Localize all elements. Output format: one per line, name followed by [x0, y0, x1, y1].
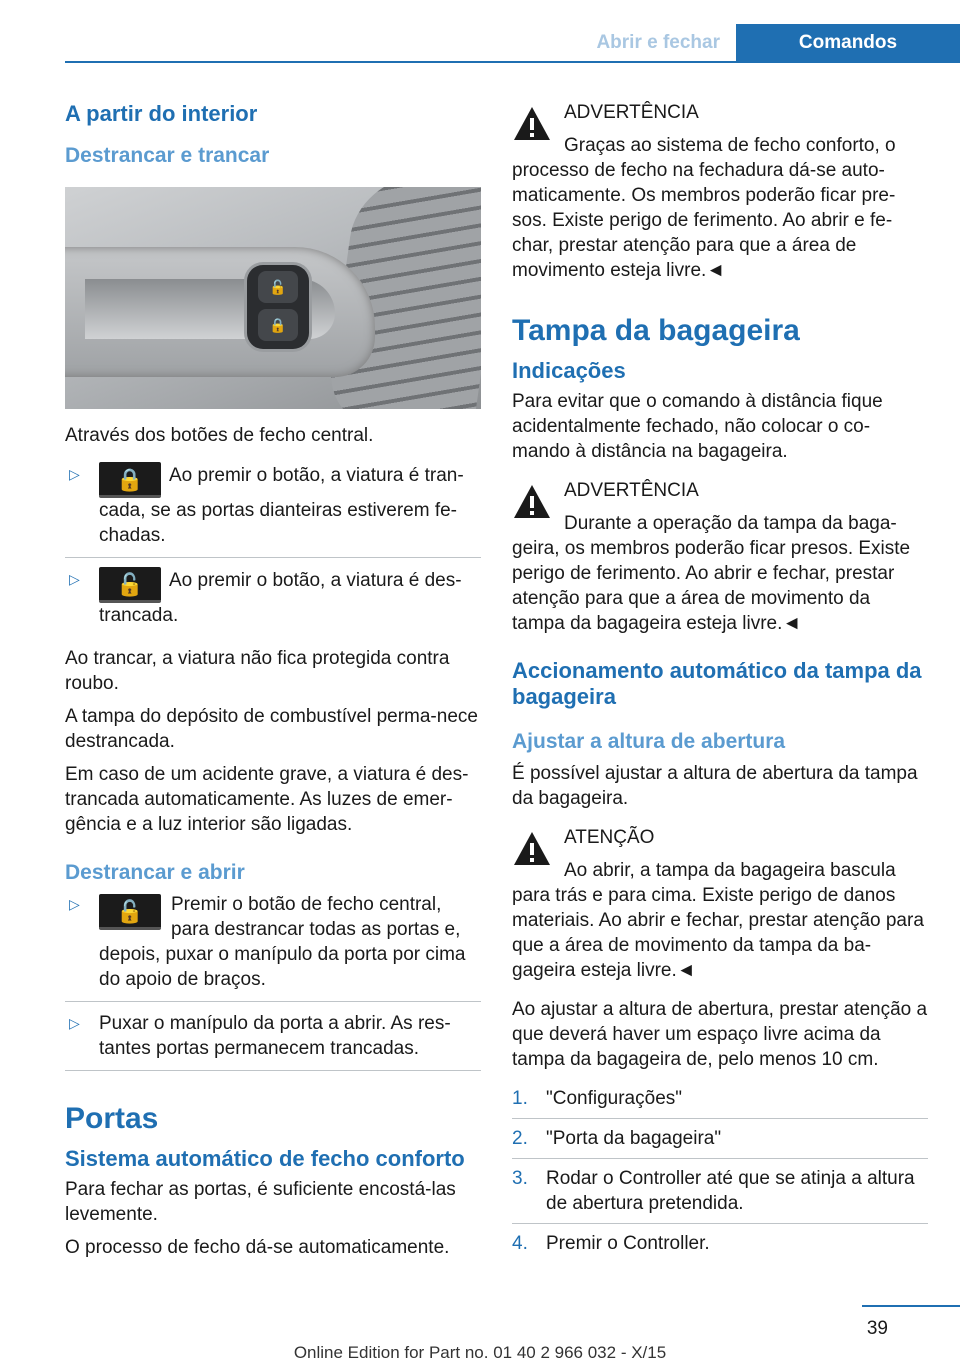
heading-notes: Indicações	[512, 358, 626, 383]
triangle-bullet-icon: ▷	[69, 466, 80, 482]
paragraph-accident: Em caso de um acidente grave, a viatura é des-trancada automaticamente. As luzes de emer-gência e a luz interior são ligadas.	[65, 764, 469, 835]
heading-soft-close: Sistema automático de fecho conforto	[65, 1146, 465, 1171]
right-column	[512, 100, 928, 1270]
paragraph-no-theft-protection: Ao trancar, a viatura não fica protegida contra roubo.	[65, 648, 450, 694]
section-tab[interactable]: Abrir e fechar	[596, 32, 720, 53]
list-item-text: Ao premir o botão, a viatura é tran-cada, se as portas dianteiras estiverem fe-chadas.	[99, 465, 464, 546]
list-item-text: Premir o botão de fecho central, para destrancar todas as portas e, depois, puxar o manípulo da porta por cima do apoio de braços.	[99, 894, 466, 990]
warning-soft-close	[512, 100, 928, 283]
step-item: 2. "Porta da bagageira"	[512, 1126, 928, 1159]
warning-trunk-operation	[512, 478, 928, 636]
warning-heading: ADVERTÊNCIA	[564, 480, 699, 501]
paragraph-auto-close: O processo de fecho dá-se automaticamente.	[65, 1237, 450, 1258]
triangle-bullet-icon: ▷	[69, 1015, 80, 1031]
paragraph-notes: Para evitar que o comando à distância fique acidentalmente fechado, não colocar o co-mando à distância na bagageira.	[512, 391, 883, 462]
warning-triangle-icon	[512, 829, 552, 869]
paragraph-soft-close: Para fechar as portas, é suficiente encostá-las levemente.	[65, 1179, 456, 1225]
list-item	[65, 567, 481, 637]
heading-opening-height: Ajustar a altura de abertura	[512, 730, 786, 753]
heading-unlock-lock: Destrancar e trancar	[65, 144, 270, 167]
edition-footer: Online Edition for Part no. 01 40 2 966 032 - X/15	[293, 1343, 667, 1362]
paragraph-clearance: Ao ajustar a altura de abertura, prestar atenção a que deverá haver um espaço livre acima da tampa da bagageira de, pelo menos 10 cm.	[512, 999, 928, 1070]
page-number: 39	[866, 1318, 888, 1339]
header-rule	[65, 61, 960, 63]
list-item	[65, 1011, 481, 1071]
list-item-text: Ao premir o botão, a viatura é des-trancada.	[99, 570, 462, 626]
footer-rule	[862, 1305, 960, 1307]
unlock-key-icon: 🔓	[99, 567, 161, 603]
list-item	[65, 462, 481, 558]
caution-heading: ATENÇÃO	[564, 827, 655, 848]
step-item: 3. Rodar o Controller até que se atinja a altura de abertura pretendida.	[512, 1166, 928, 1224]
warning-heading: ADVERTÊNCIA	[564, 102, 699, 123]
photo-caption: Através dos botões de fecho central.	[65, 425, 374, 446]
heading-doors: Portas	[65, 1102, 159, 1135]
step-item: 4. Premir o Controller.	[512, 1233, 710, 1254]
paragraph-fuel-lid: A tampa do depósito de combustível perma-nece destrancada.	[65, 706, 478, 752]
page-header	[0, 0, 960, 62]
heading-unlock-open: Destrancar e abrir	[65, 861, 245, 884]
steps-list	[512, 1086, 928, 1263]
list-item-text: Puxar o manípulo da porta a abrir. As res-tantes portas permanecem trancadas.	[99, 1013, 451, 1059]
left-column	[65, 100, 481, 1268]
list-item	[65, 892, 481, 1002]
chapter-tab[interactable]: Comandos	[736, 24, 960, 62]
caution-text: Ao abrir, a tampa da bagageira bascula para trás e para cima. Existe perigo de danos materiais. Ao abrir e fechar, prestar atenção para que a área de movimento da tampa da ba-gageira esteja livre.◄	[512, 860, 924, 981]
warning-triangle-icon	[512, 482, 552, 522]
triangle-bullet-icon: ▷	[69, 896, 80, 912]
unlock-open-list	[65, 892, 481, 1071]
unlock-key-icon: 🔓	[99, 894, 161, 930]
unlock-icon: 🔒	[258, 309, 298, 341]
door-panel-photo	[65, 187, 481, 409]
caution-trunk-swing	[512, 825, 928, 983]
heading-auto-trunk: Accionamento automático da tampa da bagageira	[512, 658, 922, 709]
warning-text: Durante a operação da tampa da baga-geira, os membros poderão ficar presos. Existe perigo de ferimento. Ao abrir e fechar, prestar atenção para que a área de movimento da tampa da bagageira esteja livre.◄	[512, 513, 911, 634]
step-item: 1. "Configurações"	[512, 1086, 928, 1119]
warning-triangle-icon	[512, 104, 552, 144]
paragraph-opening-height: É possível ajustar a altura de abertura da tampa da bagageira.	[512, 763, 918, 809]
lock-icon: 🔓	[258, 271, 298, 303]
heading-from-inside: A partir do interior	[65, 101, 258, 126]
heading-trunk: Tampa da bagageira	[512, 314, 800, 347]
warning-text: Graças ao sistema de fecho conforto, o processo de fecho na fechadura dá-se auto-maticamente. Os membros poderão ficar pre-sos. Existe perigo de ferimento. Ao abrir e fe-char, prestar atenção para que a área de movimento esteja livre.◄	[512, 135, 896, 281]
triangle-bullet-icon: ▷	[69, 571, 80, 587]
lock-key-icon: 🔒	[99, 462, 161, 498]
lock-button-list	[65, 462, 481, 637]
